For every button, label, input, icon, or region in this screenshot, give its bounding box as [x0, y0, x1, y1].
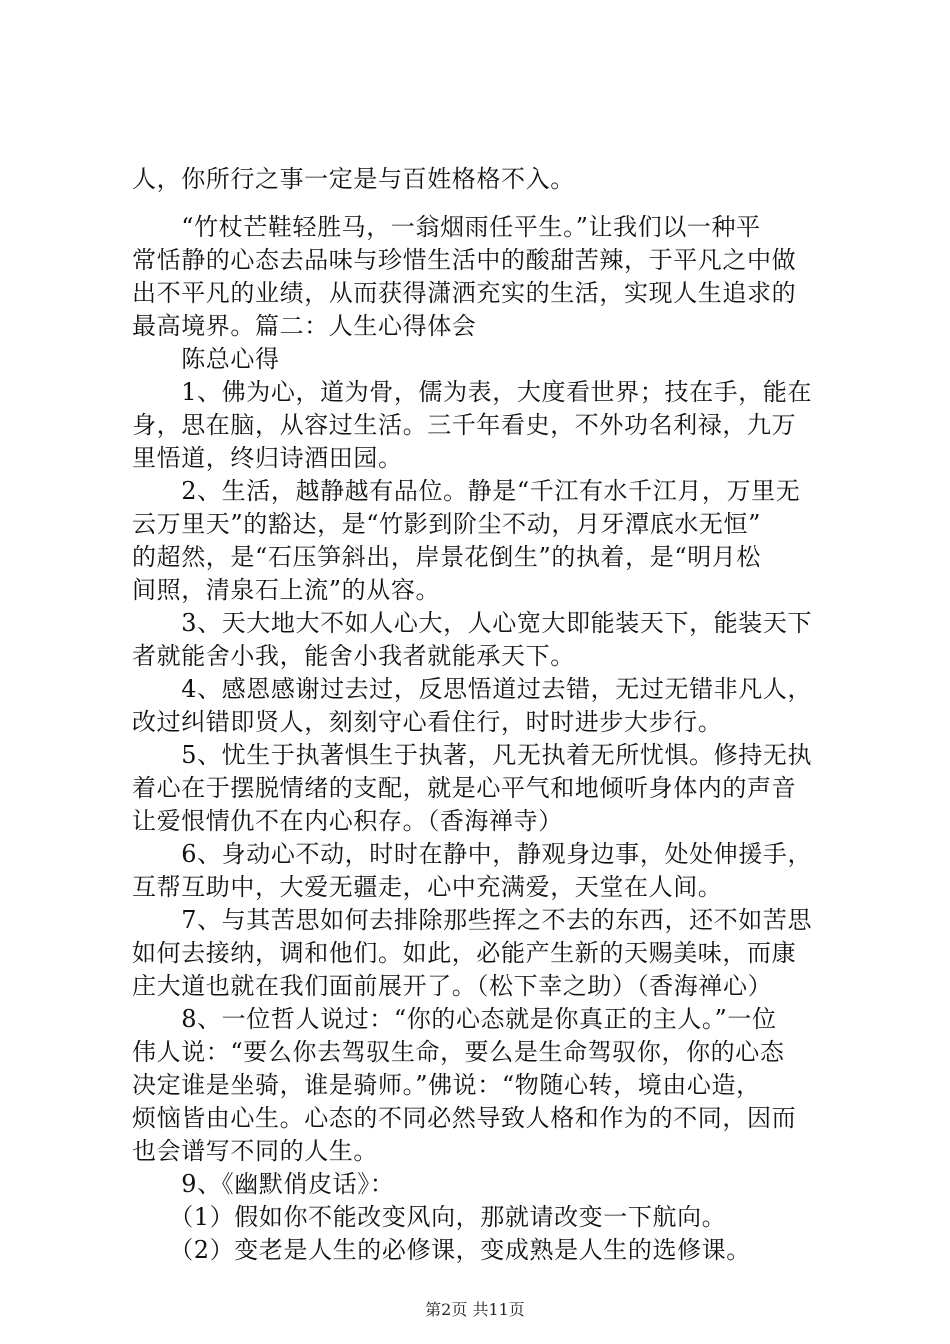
text-line: 改过纠错即贤人，刻刻守心看住行，时时进步大步行。: [132, 708, 723, 736]
text-line: 4、感恩感谢过去过，反思悟道过去错，无过无错非凡人，: [132, 675, 813, 703]
text-line: “竹杖芒鞋轻胜马，一翁烟雨任平生。”让我们以一种平: [132, 213, 761, 241]
text-line: 7、与其苦思如何去排除那些挥之不去的东西，还不如苦思: [132, 906, 813, 934]
text-line: 里悟道，终归诗酒田园。: [132, 444, 403, 472]
text-line: 的超然，是“石压笋斜出，岸景花倒生”的执着，是“明月松: [132, 543, 762, 571]
text-line: （2）变老是人生的必修课，变成熟是人生的选修课。: [132, 1236, 751, 1264]
text-line: 如何去接纳，调和他们。如此，必能产生新的天赐美味，而康: [132, 939, 797, 967]
text-line: 6、身动心不动，时时在静中，静观身边事，处处伸援手，: [132, 840, 813, 868]
text-line: 出不平凡的业绩，从而获得潇洒充实的生活，实现人生追求的: [132, 279, 797, 307]
text-line: 着心在于摆脱情绪的支配，就是心平气和地倾听身体内的声音: [132, 774, 797, 802]
text-line: 庄大道也就在我们面前展开了。（松下幸之助）（香海禅心）: [132, 972, 773, 1000]
text-line: 8、一位哲人说过：“你的心态就是你真正的主人。”一位: [132, 1005, 777, 1033]
text-line: 3、天大地大不如人心大，人心宽大即能装天下，能装天下: [132, 609, 813, 637]
text-line: 1、佛为心，道为骨，儒为表，大度看世界；技在手，能在: [132, 378, 813, 406]
text-line: 身，思在脑，从容过生活。三千年看史，不外功名利禄，九万: [132, 411, 797, 439]
page-number-footer: 第2页 共11页: [425, 1300, 525, 1319]
text-line: 5、忧生于执著惧生于执著，凡无执着无所忧惧。修持无执: [132, 741, 813, 769]
text-line: 烦恼皆由心生。心态的不同必然导致人格和作为的不同，因而: [132, 1104, 797, 1132]
text-line: 陈总心得: [132, 345, 280, 373]
text-line: 互帮互助中，大爱无疆走，心中充满爱，天堂在人间。: [132, 873, 723, 901]
text-line: 2、生活，越静越有品位。静是“千江有水千江月，万里无: [132, 477, 801, 505]
text-line: 最高境界。篇二：人生心得体会: [132, 312, 477, 340]
text-line: 间照，清泉石上流”的从容。: [132, 576, 441, 604]
text-line: 者就能舍小我，能舍小我者就能承天下。: [132, 642, 575, 670]
text-line: 也会谱写不同的人生。: [132, 1137, 378, 1165]
text-line: 让爱恨情仇不在内心积存。（香海禅寺）: [132, 807, 563, 835]
text-line: 云万里天”的豁达，是“竹影到阶尘不动，月牙潭底水无恒”: [132, 510, 762, 538]
text-line: （1）假如你不能改变风向，那就请改变一下航向。: [132, 1203, 727, 1231]
text-line: 9、《幽默俏皮话》：: [132, 1170, 395, 1198]
text-line: 伟人说：“要么你去驾驭生命，要么是生命驾驭你，你的心态: [132, 1038, 785, 1066]
text-line: 人，你所行之事一定是与百姓格格不入。: [132, 165, 575, 193]
text-line: 常恬静的心态去品味与珍惜生活中的酸甜苦辣，于平凡之中做: [132, 246, 797, 274]
text-line: 决定谁是坐骑，谁是骑师。”佛说：“物随心转，境由心造，: [132, 1071, 761, 1099]
